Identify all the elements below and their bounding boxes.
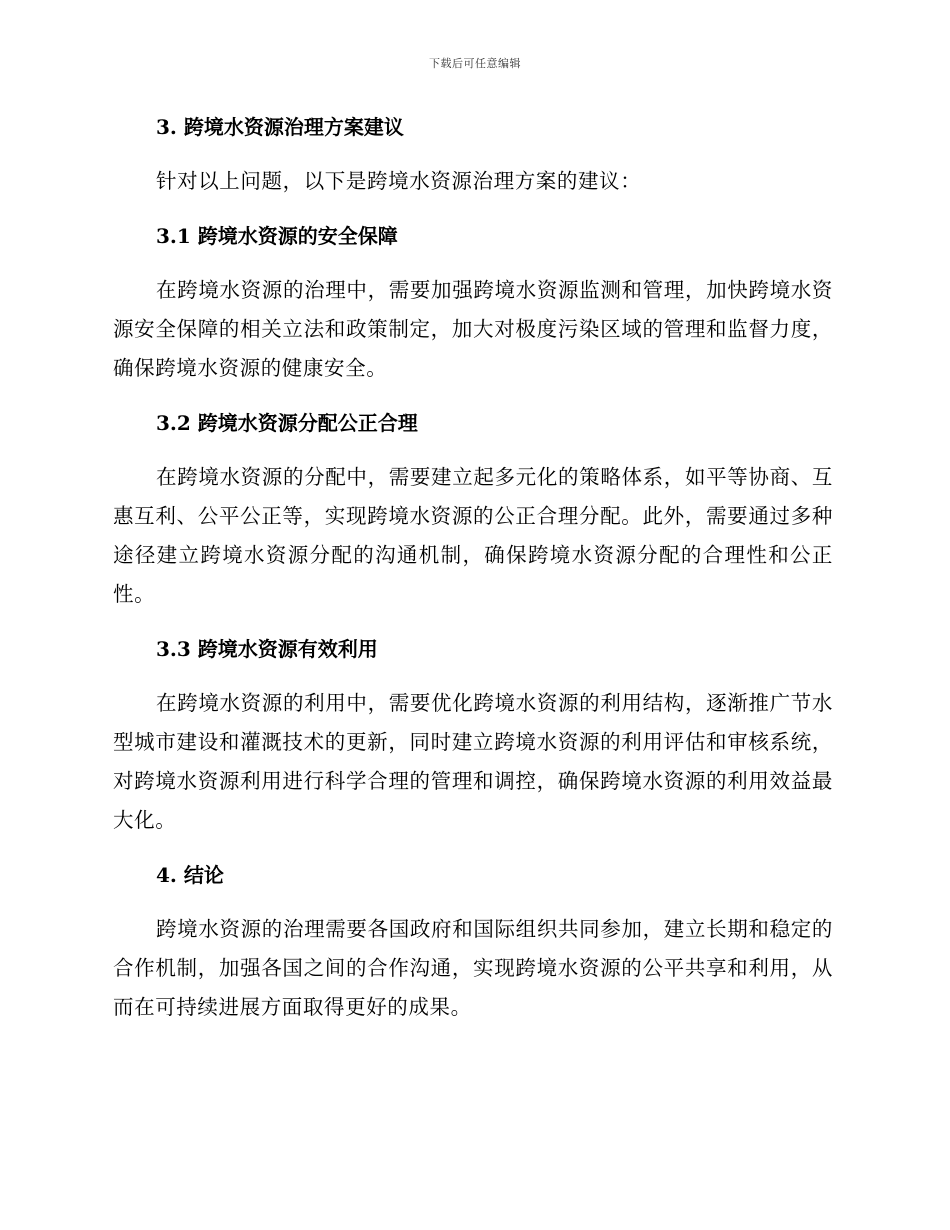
document-body: [113, 108, 833, 1043]
section-heading-3: 3. 跨境水资源治理方案建议: [156, 115, 404, 139]
section-paragraph-3: 针对以上问题，以下是跨境水资源治理方案的建议：: [156, 169, 642, 193]
section-paragraph-4: 跨境水资源的治理需要各国政府和国际组织共同参加，建立长期和稳定的合作机制，加强各国之间的合作沟通，实现跨境水资源的公平共享和利用，从而在可持续进展方面取得更好的成果。: [113, 917, 833, 1019]
section-paragraph-3-3: 在跨境水资源的利用中，需要优化跨境水资源的利用结构，逐渐推广节水型城市建设和灌溉技术的更新，同时建立跨境水资源的利用评估和审核系统，对跨境水资源利用进行科学合理的管理和调控，确保跨境水资源的利用效益最大化。: [113, 691, 833, 832]
section-heading-4: 4. 结论: [156, 863, 224, 887]
section-heading-3-2: 3.2 跨境水资源分配公正合理: [156, 411, 418, 435]
section-paragraph-3-1: 在跨境水资源的治理中，需要加强跨境水资源监测和管理，加快跨境水资源安全保障的相关立法和政策制定，加大对极度污染区域的管理和监督力度，确保跨境水资源的健康安全。: [113, 278, 833, 380]
header-note: 下载后可任意编辑: [429, 57, 521, 70]
section-heading-3-1: 3.1 跨境水资源的安全保障: [156, 224, 398, 248]
section-heading-3-3: 3.3 跨境水资源有效利用: [156, 637, 378, 661]
section-paragraph-3-2: 在跨境水资源的分配中，需要建立起多元化的策略体系，如平等协商、互惠互利、公平公正等，实现跨境水资源的公正合理分配。此外，需要通过多种途径建立跨境水资源分配的沟通机制，确保跨境水资源分配的合理性和公正性。: [113, 465, 833, 606]
